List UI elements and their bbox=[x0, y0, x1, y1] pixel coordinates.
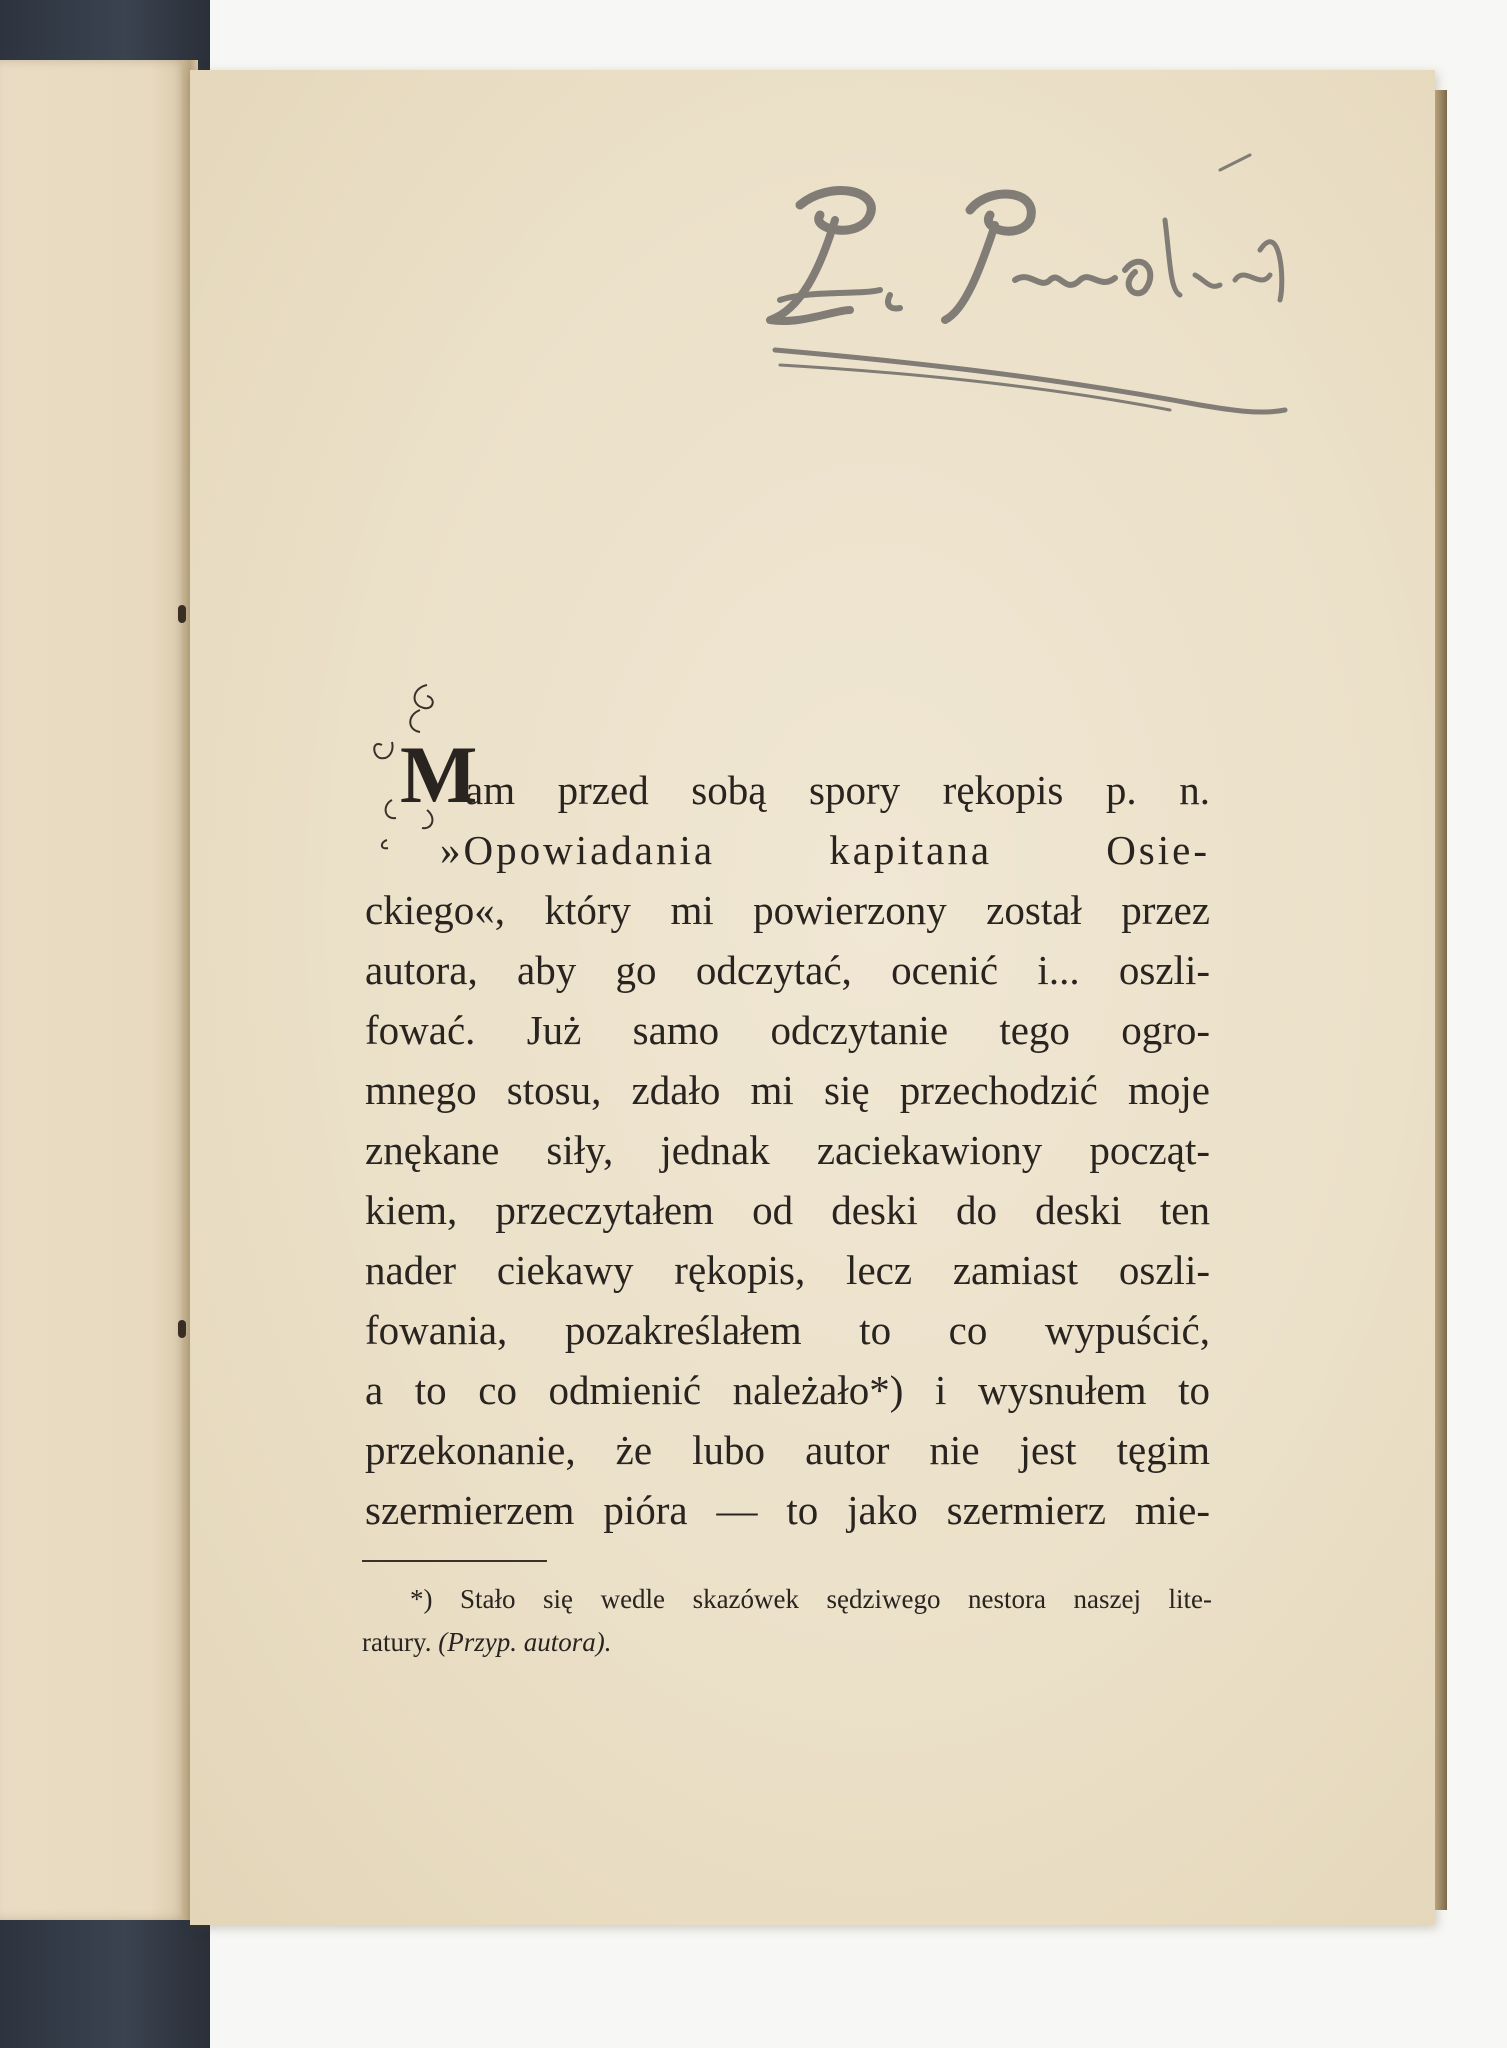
footnote-rule bbox=[362, 1560, 547, 1562]
page-edge bbox=[1435, 90, 1447, 1910]
footnote-text: ratury. bbox=[362, 1627, 439, 1657]
footnote-line-2 bbox=[362, 1621, 1212, 1664]
text-line-11: a to co odmienić należało*) i wysnułem to bbox=[365, 1367, 1210, 1413]
text-line-2: »Opowiadania kapitana Osie- bbox=[440, 827, 1210, 873]
text-line-7: znękane siły, jednak zaciekawiony począt- bbox=[365, 1127, 1210, 1173]
handwritten-signature bbox=[740, 160, 1340, 450]
left-page bbox=[0, 60, 188, 1920]
text-line-8: kiem, przeczytałem od deski do deski ten bbox=[365, 1187, 1210, 1233]
text-line-12: przekonanie, że lubo autor nie jest tęgim bbox=[365, 1427, 1210, 1473]
text-line-1: am przed sobą spory rękopis p. n. bbox=[465, 767, 1210, 813]
footnote-author-note: (Przyp. autora). bbox=[438, 1627, 612, 1657]
text-line-4: autora, aby go odczytać, ocenić i... oszli- bbox=[365, 947, 1210, 993]
text-line-10: fowania, pozakreślałem to co wypuścić, bbox=[365, 1307, 1210, 1353]
text-line-9: nader ciekawy rękopis, lecz zamiast oszli- bbox=[365, 1247, 1210, 1293]
footnote bbox=[362, 1578, 1212, 1664]
text-line-6: mnego stosu, zdało mi się przechodzić moje bbox=[365, 1067, 1210, 1113]
footnote-line-1: *) Stało się wedle skazówek sędziwego nestora naszej lite- bbox=[410, 1584, 1212, 1614]
text-line-13: szermierzem pióra — to jako szermierz mie- bbox=[365, 1487, 1210, 1533]
initial-letter: M bbox=[400, 729, 478, 820]
body-text bbox=[365, 880, 1210, 1540]
text-line-3: ckiego«, który mi powierzony został przez bbox=[365, 887, 1210, 933]
text-line-5: fować. Już samo odczytanie tego ogro- bbox=[365, 1007, 1210, 1053]
